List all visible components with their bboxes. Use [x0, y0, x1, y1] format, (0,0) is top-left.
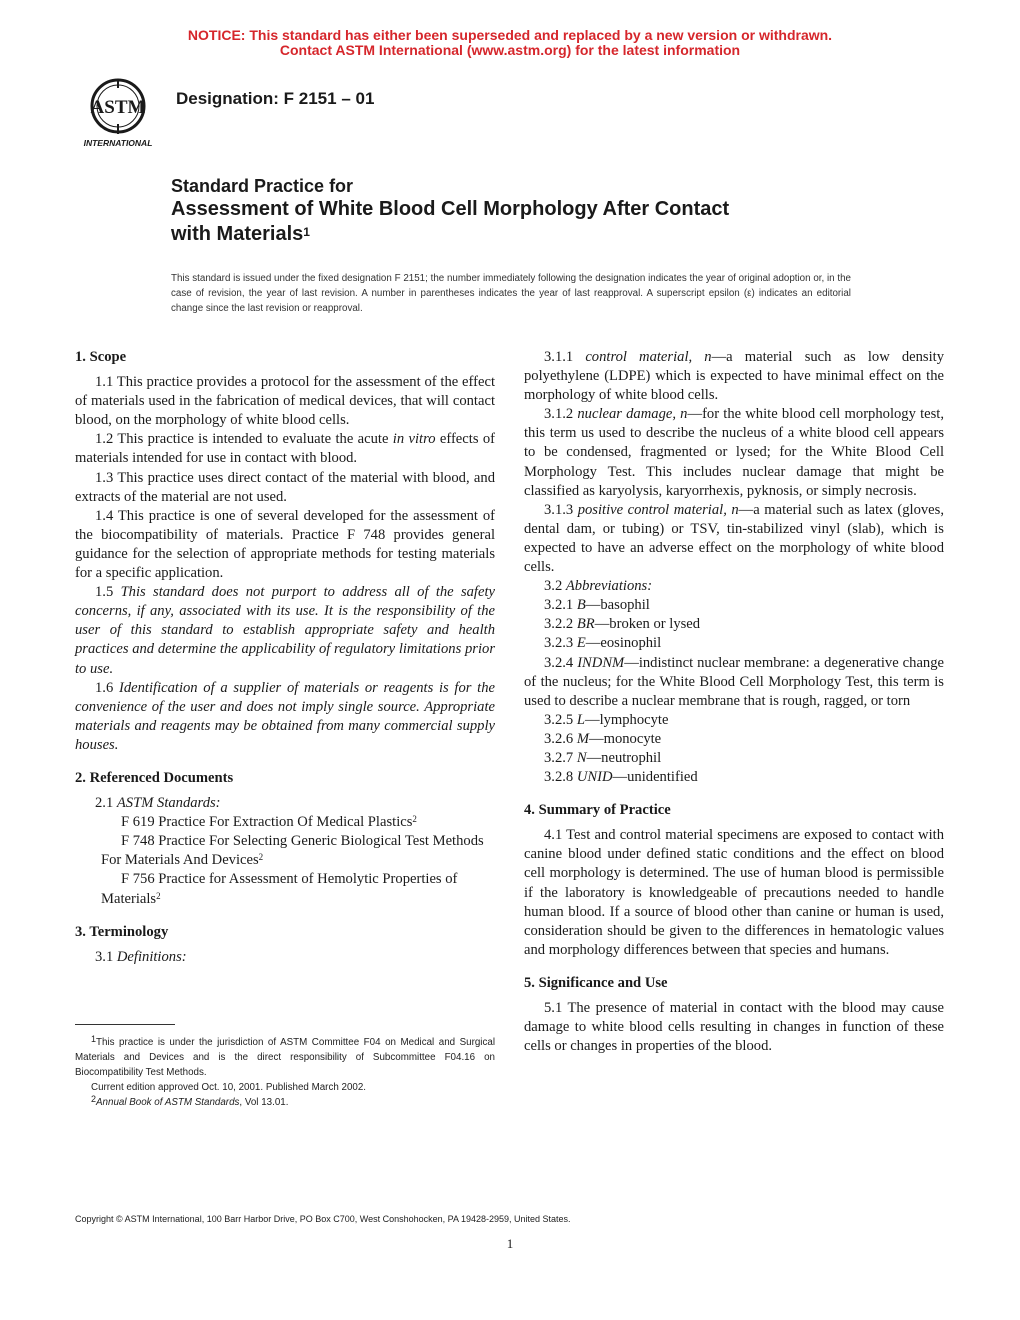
- title-line-2: Assessment of White Blood Cell Morphology After Contact: [171, 198, 730, 220]
- reference-f756: F 756 Practice for Assessment of Hemolytic Properties of Materials$^2$: [101, 871, 458, 907]
- reference-f619: F 619 Practice For Extraction Of Medical Plastics$^2$: [121, 814, 417, 831]
- title-line-1: Standard Practice for: [171, 176, 354, 196]
- section-heading-significance: 5. Significance and Use: [524, 974, 668, 991]
- definition-3-1-1: 3.1.1 control material, n—a material such as low density polyethylene (LDPE) which is expected to have minimal effect on the morphology of white blood cells.: [524, 349, 945, 404]
- paragraph-1-6: 1.6 Identification of a supplier of materials or reagents is for the convenience of the user and does not imply single source. Appropriate materials and reagents may be obtained from many commercial supply houses.: [75, 679, 496, 753]
- abbreviation-3-2-7: 3.2.7 N—neutrophil: [544, 749, 662, 766]
- logo-wordmark: ASTM: [90, 97, 146, 118]
- definition-3-1-3: 3.1.3 positive control material, n—a material such as latex (gloves, dental dam, or tubing) or TSV, tin-stabilized vinyl (slab), which is expected to have an adverse effect on the morphology of white blood cells.: [524, 501, 944, 576]
- footnotes: [75, 1035, 495, 1110]
- astm-logo: [74, 76, 162, 150]
- section-heading-scope: 1. Scope: [75, 349, 127, 365]
- title-line-3: [171, 222, 729, 247]
- copyright: Copyright © ASTM International, 100 Barr Harbor Drive, PO Box C700, West Conshohocken, PA 19428-2959, United States.: [75, 1214, 571, 1224]
- section-heading-referenced-documents: 2. Referenced Documents: [75, 769, 234, 786]
- abbreviation-3-2-2: 3.2.2 BR—broken or lysed: [544, 616, 701, 633]
- paragraph-2-1: 2.1 ASTM Standards:: [95, 795, 221, 812]
- abbreviation-3-2-5: 3.2.5 L—lymphocyte: [544, 711, 669, 728]
- title-footnote-mark: 1: [303, 225, 310, 239]
- notice-banner: [0, 28, 1020, 58]
- title-line-3-text: with Materials: [171, 223, 304, 245]
- designation: Designation: F 2151 – 01: [176, 89, 375, 108]
- page-number: 1: [506, 1236, 514, 1251]
- section-heading-summary: 4. Summary of Practice: [524, 802, 671, 819]
- logo-caption: INTERNATIONAL: [83, 138, 153, 148]
- section-heading-terminology: 3. Terminology: [75, 923, 169, 940]
- abbreviation-3-2-4: 3.2.4 INDNM—indistinct nuclear membrane: a degenerative change of the nucleus; for the White Blood Cell Morphology Test, this term is used to describe a nuclear membrane that is rough, ragged, or torn: [524, 654, 944, 709]
- paragraph-1-5: 1.5 This standard does not purport to address all of the safety concerns, if any, associated with its use. It is the responsibility of the user of this standard to establish appropriate safety and health practices and determine the applicability of regulatory limitations prior to use.: [75, 584, 495, 677]
- reference-f748: F 748 Practice For Selecting Generic Biological Test Methods For Materials And Devices$^2$: [101, 833, 484, 869]
- footnote-2: $^2$Annual Book of ASTM Standards, Vol 13.01.: [91, 1094, 289, 1108]
- abbreviation-3-2-3: 3.2.3 E—eosinophil: [544, 635, 662, 652]
- notice-line-2: Contact ASTM International (www.astm.org) for the latest information: [279, 42, 741, 58]
- left-column: [75, 348, 495, 967]
- paragraph-1-4: 1.4 This practice is one of several developed for the assessment of the biocompatibility of materials. Practice F 748 provides general guidance for the selection of appropriate methods for testing materials for a specific application.: [75, 507, 495, 582]
- footnote-1-edition: Current edition approved Oct. 10, 2001. Published March 2002.: [91, 1082, 367, 1093]
- abbreviation-3-2-6: 3.2.6 M—monocyte: [544, 730, 662, 747]
- paragraph-5-1: 5.1 The presence of material in contact with the blood may cause damage to white blood cells resulting in changes in function of these cells or changes in properties of the blood.: [524, 1000, 944, 1055]
- paragraph-3-2: 3.2 Abbreviations:: [544, 578, 653, 595]
- footnote-1: $^1$This practice is under the jurisdiction of ASTM Committee F04 on Medical and Surgical Materials and Devices and is the direct responsibility of Subcommittee F04.16 on Biocompatibility Test Methods.: [75, 1034, 495, 1078]
- paragraph-1-3: 1.3 This practice uses direct contact of the material with blood, and extracts of the material are not used.: [75, 469, 495, 505]
- abbreviation-3-2-1: 3.2.1 B—basophil: [544, 597, 650, 614]
- paragraph-3-1: 3.1 Definitions:: [95, 948, 187, 965]
- right-column: [524, 348, 944, 1056]
- document-title: [171, 175, 729, 247]
- issued-note: This standard is issued under the fixed designation F 2151; the number immediately following the designation indicates the year of original adoption or, in the case of revision, the year of last revision. A number in parentheses indicates the year of last reapproval. A superscript epsilon (ε) indicates an editorial change since the last revision or reapproval.: [171, 273, 851, 314]
- notice-line-1: NOTICE: This standard has either been superseded and replaced by a new version or withdrawn.: [187, 27, 833, 43]
- abbreviation-3-2-8: 3.2.8 UNID—unidentified: [544, 769, 698, 786]
- paragraph-4-1: 4.1 Test and control material specimens are exposed to contact with canine blood under defined static conditions and the effect on blood cell morphology is determined. The use of human blood is permissible if the laboratory is knowledgeable of precautions needed to handle human blood. If a source of blood other than canine or human is used, consideration should be given to the differences in hematologic values and morphology differences between that species and humans.: [524, 827, 944, 958]
- paragraph-1-1: 1.1 This practice provides a protocol for the assessment of the effect of materials used in the fabrication of medical devices, that will contact blood, on the morphology of white blood cells.: [75, 374, 495, 429]
- footnote-divider: [75, 1024, 175, 1025]
- definition-3-1-2: 3.1.2 nuclear damage, n—for the white blood cell morphology test, this term us used to describe the nucleus of a white blood cell appears to be condensed, fragmented or lysed; for the White Blood Cell Morphology Test. This includes nuclear damage that might be classified as karyolysis, karyorrhexis, pyknosis, or simply necrosis.: [524, 406, 944, 499]
- paragraph-1-2: 1.2 This practice is intended to evaluate the acute in vitro effects of materials intended for use in contact with blood.: [75, 431, 496, 467]
